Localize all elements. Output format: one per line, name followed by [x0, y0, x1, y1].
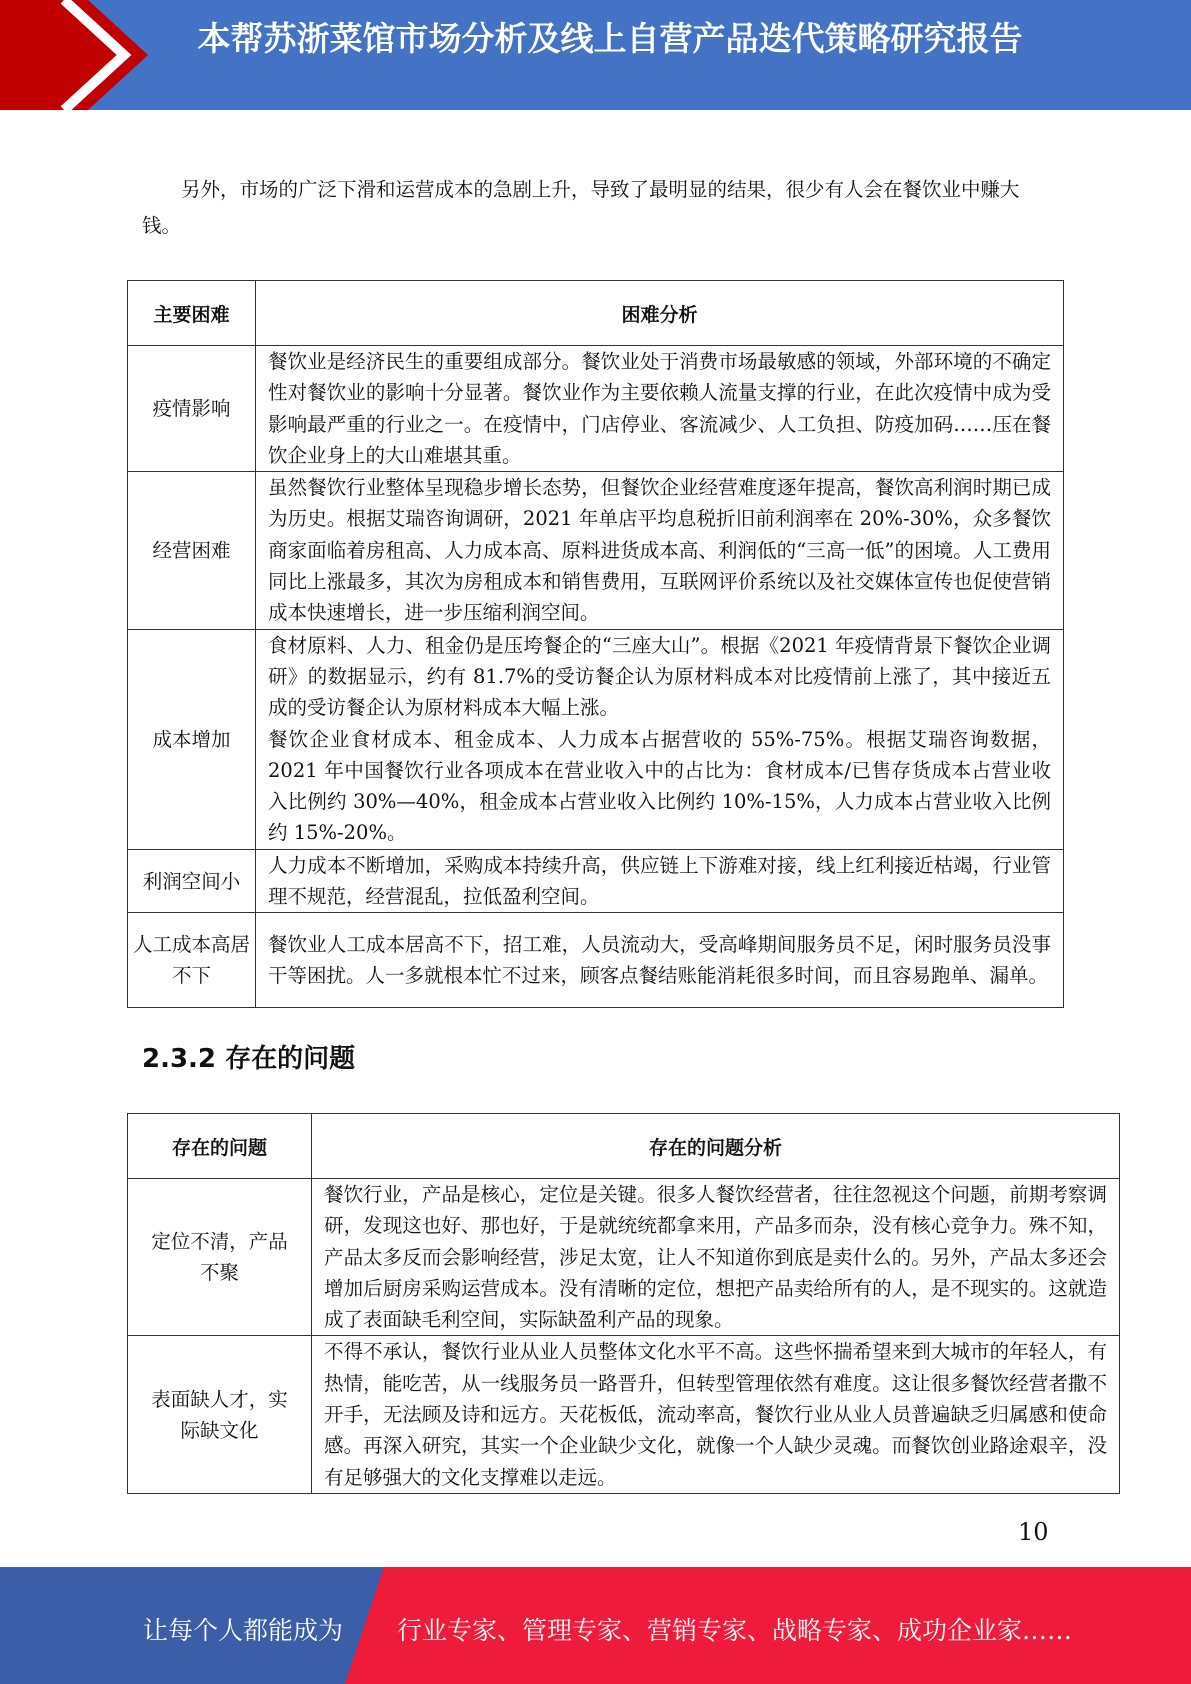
footer-slogan-right: 行业专家、管理专家、营销专家、战略专家、成功企业家……: [397, 1616, 1073, 1645]
table-header-row: [128, 1114, 1120, 1179]
table-row: [128, 913, 1064, 1008]
table-row: [128, 629, 1064, 849]
difficulties-table: [127, 280, 1064, 1008]
table-row: [128, 346, 1064, 472]
footer-banner: [0, 1567, 1191, 1684]
analysis-paragraph: 餐饮企业食材成本、租金成本、人力成本占据营收的 55%-75%。根据艾瑞咨询数据，2021 年中国餐饮行业各项成本在营业收入中的占比为：食材成本/已售存货成本占营业收入比例约 30%—40%，租金成本占营业收入比例约 10%-15%，人力成本占营业收入比例约 15%-20%。: [268, 727, 1051, 845]
analysis-paragraph: 食材原料、人力、租金仍是压垮餐企的“三座大山”。根据《2021 年疫情背景下餐饮企业调研》的数据显示，约有 81.7%的受访餐企认为原材料成本对比疫情前上涨了，其中接近五成的受访餐企认为原材料成本大幅上涨。: [268, 633, 1051, 720]
column-header-problem-analysis: 存在的问题分析: [312, 1114, 1120, 1179]
row-label: 经营困难: [128, 472, 256, 629]
column-header-difficulty: 主要困难: [128, 281, 256, 346]
row-label: 定位不清，产品不聚: [128, 1179, 312, 1336]
row-analysis: 餐饮行业，产品是核心，定位是关键。很多人餐饮经营者，往往忽视这个问题，前期考察调研，发现这也好、那也好，于是就统统都拿来用，产品多而杂，没有核心竞争力。殊不知，产品太多反而会影响经营，涉足太宽，让人不知道你到底是卖什么的。另外，产品太多还会增加后厨房采购运营成本。没有清晰的定位，想把产品卖给所有的人，是不现实的。这就造成了表面缺毛利空间，实际缺盈利产品的现象。: [312, 1179, 1120, 1336]
row-label: 利润空间小: [128, 849, 256, 913]
row-label: 表面缺人才，实际缺文化: [128, 1336, 312, 1493]
row-label: 疫情影响: [128, 346, 256, 472]
footer-slogan-left: 让每个人都能成为: [143, 1616, 344, 1645]
table-row: [128, 472, 1064, 629]
column-header-problem: 存在的问题: [128, 1114, 312, 1179]
intro-paragraph: 另外，市场的广泛下滑和运营成本的急剧上升，导致了最明显的结果，很少有人会在餐饮业中赚大钱。: [142, 178, 1020, 237]
table-row: [128, 1179, 1120, 1336]
row-analysis: 人力成本不断增加，采购成本持续升高，供应链上下游难对接，线上红利接近枯竭，行业管理不规范，经营混乱，拉低盈利空间。: [256, 849, 1064, 913]
page-number: 10: [1018, 1518, 1049, 1546]
row-analysis: 餐饮业人工成本居高不下，招工难，人员流动大，受高峰期间服务员不足，闲时服务员没事干等困扰。人一多就根本忙不过来，顾客点餐结账能消耗很多时间，而且容易跑单、漏单。: [256, 913, 1064, 1008]
row-analysis: [256, 629, 1064, 849]
column-header-analysis: 困难分析: [256, 281, 1064, 346]
table-row: [128, 1336, 1120, 1493]
table-header-row: [128, 281, 1064, 346]
row-analysis: 虽然餐饮行业整体呈现稳步增长态势，但餐饮企业经营难度逐年提高，餐饮高利润时期已成为历史。根据艾瑞咨询调研，2021 年单店平均息税折旧前利润率在 20%-30%，众多餐饮商家面临着房租高、人力成本高、原料进货成本高、利润低的“三高一低”的困境。人工费用同比上涨最多，其次为房租成本和销售费用，互联网评价系统以及社交媒体宣传也促使营销成本快速增长，进一步压缩利润空间。: [256, 472, 1064, 629]
problems-table: [127, 1113, 1120, 1494]
row-analysis: 餐饮业是经济民生的重要组成部分。餐饮业处于消费市场最敏感的领域，外部环境的不确定性对餐饮业的影响十分显著。餐饮业作为主要依赖人流量支撑的行业，在此次疫情中成为受影响最严重的行业之一。在疫情中，门店停业、客流减少、人工负担、防疫加码……压在餐饮企业身上的大山难堪其重。: [256, 346, 1064, 472]
row-analysis: 不得不承认，餐饮行业从业人员整体文化水平不高。这些怀揣希望来到大城市的年轻人，有热情，能吃苦，从一线服务员一路晋升，但转型管理依然有难度。这让很多餐饮经营者撒不开手，无法顾及诗和远方。天花板低，流动率高，餐饮行业从业人员普遍缺乏归属感和使命感。再深入研究，其实一个企业缺少文化，就像一个人缺少灵魂。而餐饮创业路途艰辛，没有足够强大的文化支撑难以走远。: [312, 1336, 1120, 1493]
header-banner: [0, 0, 1191, 110]
row-label: 成本增加: [128, 629, 256, 849]
section-heading: 2.3.2 存在的问题: [142, 1044, 356, 1074]
row-label: 人工成本高居不下: [128, 913, 256, 1008]
report-title: 本帮苏浙菜馆市场分析及线上自营产品迭代策略研究报告: [197, 19, 1023, 58]
table-row: [128, 849, 1064, 913]
